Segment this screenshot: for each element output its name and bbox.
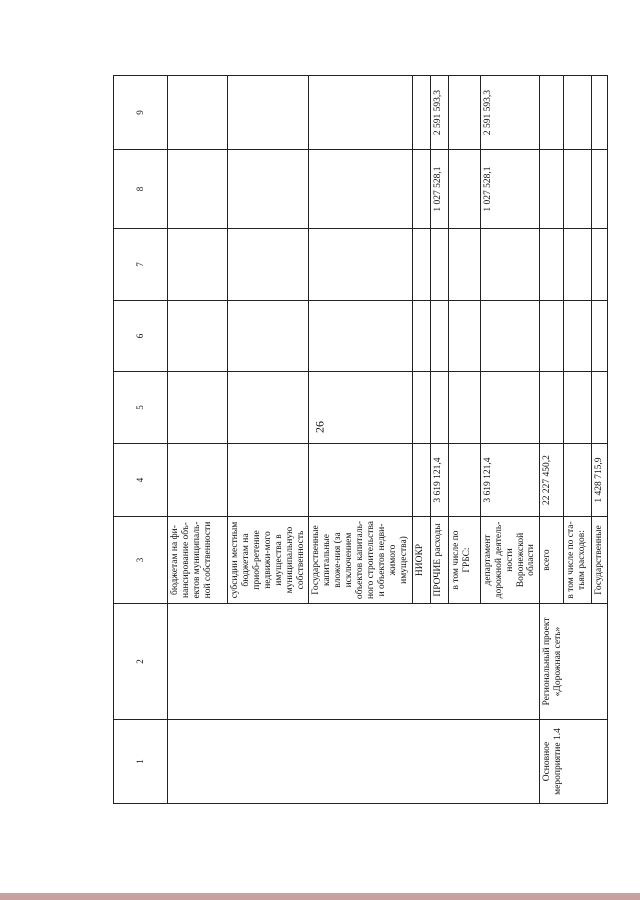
- row-year-cell: [309, 229, 412, 301]
- row-item-cell: Государственные капитальные вложе-ния (за исключением объектов капиталь-ного строительства и объектов недви-жимого имущества): [309, 517, 412, 604]
- column-header-2: 2: [114, 604, 168, 720]
- rotated-table-viewport: [113, 76, 605, 804]
- row-year-cell: [540, 76, 564, 150]
- row-year-cell: [480, 372, 540, 444]
- project-name-cell: Региональный проект «Дорожная сеть»: [540, 604, 608, 720]
- table-row: [540, 76, 564, 804]
- row-item-cell: ПРОЧИЕ расходы: [430, 517, 448, 604]
- row-year-cell: [540, 372, 564, 444]
- row-year-cell: [592, 229, 608, 301]
- row-year-cell: [412, 301, 430, 372]
- row-year-cell: [480, 301, 540, 372]
- row-year-cell: [412, 150, 430, 229]
- page-number: 26: [312, 421, 327, 433]
- row-total-cell: [412, 444, 430, 517]
- row-year-cell: [228, 372, 309, 444]
- row-year-cell: [564, 301, 592, 372]
- column-header-8: 8: [114, 150, 168, 229]
- column-header-1: 1: [114, 720, 168, 804]
- event-name-cell: Основное мероприятие 1.4: [540, 720, 608, 804]
- row-year-cell: [412, 76, 430, 150]
- row-year-cell: [168, 372, 228, 444]
- row-item-cell: Государственные: [592, 517, 608, 604]
- row-total-cell: 3 619 121,4: [430, 444, 448, 517]
- column-header-4: 4: [114, 444, 168, 517]
- row-item-cell: субсидии местным бюджетам на приоб-ретение недвижи-мого имущества в муниципальную собственность: [228, 517, 309, 604]
- row-year-cell: [309, 372, 412, 444]
- row-item-cell: департамент дорожной деятель-ности Воронежской области: [480, 517, 540, 604]
- row-year-cell: [168, 229, 228, 301]
- row-year-cell: [309, 150, 412, 229]
- row-year-cell: [564, 372, 592, 444]
- row-year-cell: [564, 229, 592, 301]
- table-row: [168, 76, 228, 804]
- row-year-cell: [564, 76, 592, 150]
- row-year-cell: [448, 150, 480, 229]
- row-total-cell: [448, 444, 480, 517]
- column-header-9: 9: [114, 76, 168, 150]
- row-year-cell: [430, 229, 448, 301]
- row-year-cell: [448, 301, 480, 372]
- row-year-cell: [228, 301, 309, 372]
- column-header-5: 5: [114, 372, 168, 444]
- row-item-cell: НИОКР: [412, 517, 430, 604]
- row-year-cell: [228, 229, 309, 301]
- row-year-cell: [309, 301, 412, 372]
- column-header-6: 6: [114, 301, 168, 372]
- row-total-cell: [309, 444, 412, 517]
- row-total-cell: [228, 444, 309, 517]
- row-year-cell: [540, 150, 564, 229]
- column-number-header: [114, 76, 168, 804]
- row-item-cell: бюджетам на фи-нансирование объ-ектов муниципаль-ной собственности: [168, 517, 228, 604]
- row-year-cell: [540, 301, 564, 372]
- row-year-cell: [592, 150, 608, 229]
- row-year-cell: 1 027 528,1: [480, 150, 540, 229]
- row-year-cell: 2 591 593,3: [430, 76, 448, 150]
- row-year-cell: [592, 372, 608, 444]
- row-total-cell: [564, 444, 592, 517]
- row-item-cell: в том числе по ГРБС:: [448, 517, 480, 604]
- row-total-cell: 3 619 121,4: [480, 444, 540, 517]
- row-year-cell: [228, 76, 309, 150]
- column-header-7: 7: [114, 229, 168, 301]
- row-year-cell: [448, 229, 480, 301]
- row-year-cell: [168, 76, 228, 150]
- row-year-cell: [412, 372, 430, 444]
- row-event-cell: [168, 720, 540, 804]
- row-year-cell: [592, 76, 608, 150]
- row-year-cell: [430, 372, 448, 444]
- row-year-cell: [228, 150, 309, 229]
- budget-table: [113, 75, 608, 804]
- rotated-table-container: [113, 76, 605, 804]
- row-total-cell: 1 428 715,9: [592, 444, 608, 517]
- row-year-cell: [448, 76, 480, 150]
- row-year-cell: [430, 301, 448, 372]
- row-year-cell: [480, 229, 540, 301]
- row-year-cell: [309, 76, 412, 150]
- row-project-cell: [168, 604, 540, 720]
- row-year-cell: [540, 229, 564, 301]
- row-item-cell: всего: [540, 517, 564, 604]
- row-total-cell: [168, 444, 228, 517]
- row-year-cell: 2 591 593,3: [480, 76, 540, 150]
- row-year-cell: [168, 150, 228, 229]
- row-year-cell: [448, 372, 480, 444]
- row-year-cell: [592, 301, 608, 372]
- row-year-cell: 1 027 528,1: [430, 150, 448, 229]
- column-header-3: 3: [114, 517, 168, 604]
- row-total-cell: 22 227 450,2: [540, 444, 564, 517]
- page-bottom-edge: [0, 893, 640, 900]
- row-year-cell: [412, 229, 430, 301]
- row-item-cell: в том числе по ста-тьям расходов:: [564, 517, 592, 604]
- row-year-cell: [564, 150, 592, 229]
- row-year-cell: [168, 301, 228, 372]
